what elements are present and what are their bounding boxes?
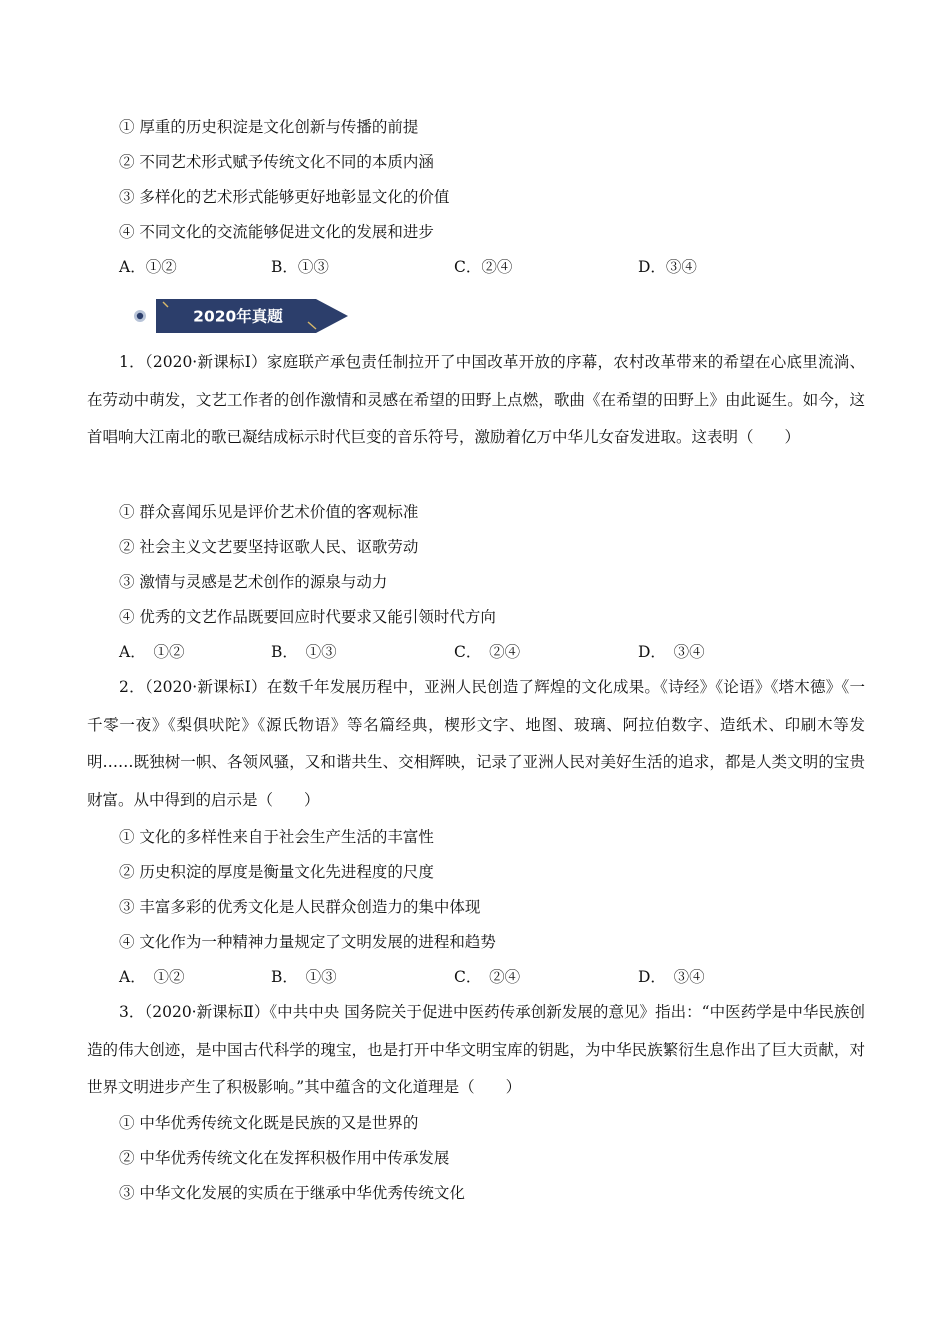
choice-c: C． ②④ [454,968,521,986]
q2-choices [119,967,839,987]
choice-a: A． ①② [119,643,185,661]
choice-c: C．②④ [454,258,513,276]
q1-choices [119,642,839,662]
choice-a: A． ①② [119,968,185,986]
intro-option-4: ④ 不同文化的交流能够促进文化的发展和进步 [119,223,434,241]
question-2-text: 2．（2020·新课标Ⅰ）在数千年发展历程中，亚洲人民创造了辉煌的文化成果。《诗经》《论语》《塔木德》《一千零一夜》《梨俱吠陀》《源氏物语》等名篇经典，楔形文字、地图、玻璃、阿拉伯数字、造纸术、印刷木等发明……既独树一帜、各领风骚，又和谐共生、交相辉映，记录了亚洲人民对美好生活的追求，都是人类文明的宝贵财富。从中得到的启示是（ ） [87,678,865,809]
choice-d: D．③④ [638,258,697,276]
question-3-text: 3．（2020·新课标Ⅱ）《中共中央 国务院关于促进中医药传承创新发展的意见》指出：“中医药学是中华民族创造的伟大创迹，是中国古代科学的瑰宝，也是打开中华文明宝库的钥匙，为中华民族繁衍生息作出了巨大贡献，对世界文明进步产生了积极影响。”其中蕴含的文化道理是（ ） [87,1003,865,1096]
choice-d: D． ③④ [638,968,705,986]
q1-option-2: ② 社会主义文艺要坚持讴歌人民、讴歌劳动 [119,538,419,556]
banner-dot-inner-icon [137,313,143,319]
q1-option-1: ① 群众喜闻乐见是评价艺术价值的客观标准 [119,503,419,521]
q3-option-2: ② 中华优秀传统文化在发挥积极作用中传承发展 [119,1149,450,1167]
choice-a: A．①② [119,258,177,276]
banner-title: 2020年真题 [193,307,283,326]
intro-option-3: ③ 多样化的艺术形式能够更好地彰显文化的价值 [119,188,450,206]
q1-option-3: ③ 激情与灵感是艺术创作的源泉与动力 [119,573,388,591]
q2-option-1: ① 文化的多样性来自于社会生产生活的丰富性 [119,828,434,846]
choice-b: B．①③ [271,258,329,276]
q2-option-2: ② 历史积淀的厚度是衡量文化先进程度的尺度 [119,863,434,881]
intro-option-2: ② 不同艺术形式赋予传统文化不同的本质内涵 [119,153,434,171]
q2-option-4: ④ 文化作为一种精神力量规定了文明发展的进程和趋势 [119,933,496,951]
choice-b: B． ①③ [271,968,337,986]
choice-b: B． ①③ [271,643,337,661]
intro-option-1: ① 厚重的历史积淀是文化创新与传播的前提 [119,118,419,136]
q3-option-3: ③ 中华文化发展的实质在于继承中华优秀传统文化 [119,1184,465,1202]
choice-c: C． ②④ [454,643,521,661]
question-1-text: 1．（2020·新课标Ⅰ）家庭联产承包责任制拉开了中国改革开放的序幕，农村改革带来的希望在心底里流淌、在劳动中萌发，文艺工作者的创作激情和灵感在希望的田野上点燃，歌曲《在希望的田野上》由此诞生。如今，这首唱响大江南北的歌已凝结成标示时代巨变的音乐符号，激励着亿万中华儿女奋发进取。这表明（ ） [87,353,865,446]
intro-choices [119,257,839,277]
choice-d: D． ③④ [638,643,705,661]
q3-option-1: ① 中华优秀传统文化既是民族的又是世界的 [119,1114,419,1132]
q2-option-3: ③ 丰富多彩的优秀文化是人民群众创造力的集中体现 [119,898,481,916]
section-banner [132,298,350,334]
q1-option-4: ④ 优秀的文艺作品既要回应时代要求又能引领时代方向 [119,608,496,626]
